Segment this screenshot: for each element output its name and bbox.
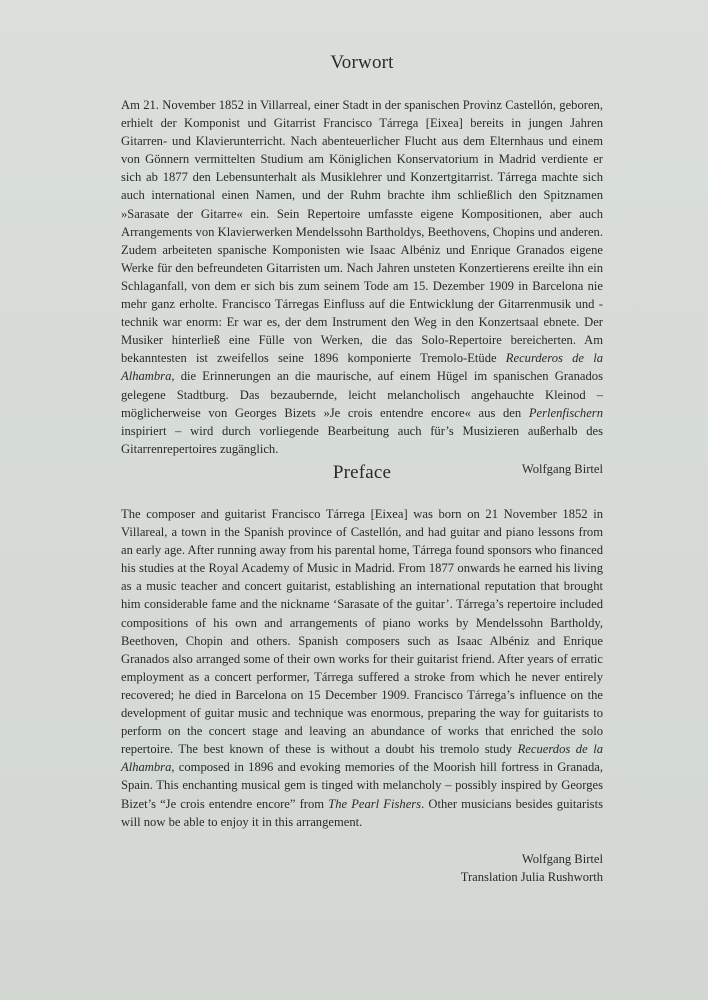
vorwort-title: Vorwort	[330, 52, 394, 73]
preface-translator: Translation Julia Rushworth	[460, 869, 603, 884]
vorwort-title-italic-perlenfischern: Perlenfischern	[528, 405, 603, 420]
preface-text-b: , composed in 1896 and evoking memories of the Moorish hill fortress in Granada, Spain. This enchanting musical gem is tinged with melancholy – possibly inspired by Georges Bizet’s “Je crois entendre encore” from	[121, 760, 603, 811]
vorwort-paragraph	[121, 96, 603, 458]
preface-paragraph	[121, 505, 603, 831]
preface-text-a: The composer and guitarist Francisco Tárrega [Eixea] was born on 21 November 1852 in Villareal, a town in the Spanish province of Castellón, and had guitar and piano lessons from an early age. After running away from his parental home, Tárrega found sponsors who financed his studies at the Royal Academy of Music in Madrid. From 1877 onwards he earned his living as a music teacher and concert guitarist, establishing an international reputation that brought him considerable fame and the nickname ‘Sarasate of the guitar’. Tárrega’s repertoire included compositions of his own and arrangements of piano works by Mendelssohn Bartholdy, Beethoven, Chopin and others. Spanish composers such as Isaac Albéniz and Enrique Granados also arranged some of their own works for their guitarist friend. After years of erratic employment as a concert performer, Tárrega suffered a stroke from which he never entirely recovered; he died in Barcelona on 15 December 1909. Francisco Tárrega’s influence on the development of guitar music and technique was enormous, preparing the way for guitarists to perform on the concert stage and leaving an abundance of works that enriched the solo repertoire. The best known of these is without a doubt his tremolo study	[121, 507, 603, 757]
preface-author: Wolfgang Birtel	[521, 851, 603, 866]
preface-text-c: . Other musicians besides guitarists will now be able to enjoy it in this arrangement.	[121, 796, 603, 829]
vorwort-text-c: inspiriert – wird durch vorliegende Bearbeitung auch für’s Musizieren außerhalb des Gitarrenrepertoires zugänglich.	[121, 423, 603, 456]
preface-title: Preface	[332, 462, 392, 483]
vorwort-author: Wolfgang Birtel	[521, 461, 603, 476]
preface-section	[121, 462, 603, 886]
preface-signature	[121, 850, 603, 886]
vorwort-text-a: Am 21. November 1852 in Villarreal, einer Stadt in der spanischen Provinz Castellón, geboren, erhielt der Komponist und Gitarrist Francisco Tárrega [Eixea] bereits in jungen Jahren Gitarren- und Klavierunterricht. Nach abenteuerlicher Flucht aus dem Elternhaus und einem von Gönnern vermittelten Studium am Königlichen Konservatorium in Madrid verdiente er sich ab 1877 den Lebensunterhalt als Musiklehrer und Konzertgitarrist. Tárrega machte sich auch international einen Namen, und der Ruhm brachte ihm schließlich den Spitznamen »Sarasate der Gitarre« ein. Sein Repertoire umfasste eigene Kompositionen, aber auch Arrangements von Klavierwerken Mendelssohn Bartholdys, Beethovens, Chopins und anderen. Zudem arbeiteten spanische Komponisten wie Isaac Albéniz und Enrique Granados eigene Werke für den befreundeten Gitarristen um. Nach Jahren unsteten Konzertierens ereilte ihn ein Schlaganfall, von dem er sich bis zum seinem Tode am 15. Dezember 1909 in Barcelona nie mehr ganz erholte. Francisco Tárregas Einfluss auf die Entwicklung der Gitarrenmusik und -technik war enorm: Er war es, der dem Instrument den Weg in den Konzertsaal ebnete. Der Musiker hinterließ eine Fülle von Werken, die das Solo-Repertoire bereicherten. Am bekanntesten ist zweifellos seine 1896 komponierte Tremolo-Etüde	[121, 98, 603, 366]
vorwort-section	[121, 52, 603, 478]
preface-title-italic-alhambra: Recuerdos de la Alhambra	[121, 742, 604, 775]
vorwort-text-b: , die Erinnerungen an die maurische, auf einem Hügel im spanischen Granados gelegene Stadtburg. Das bezaubernde, leicht melancholisch angehauchte Kleinod – möglicherweise von Georges Bizets »Je crois entendre encore« aus den	[121, 369, 603, 420]
preface-title-italic-pearl-fishers: The Pearl Fishers	[328, 796, 422, 811]
vorwort-title-italic-alhambra: Recurderos de la Alhambra	[121, 351, 603, 384]
